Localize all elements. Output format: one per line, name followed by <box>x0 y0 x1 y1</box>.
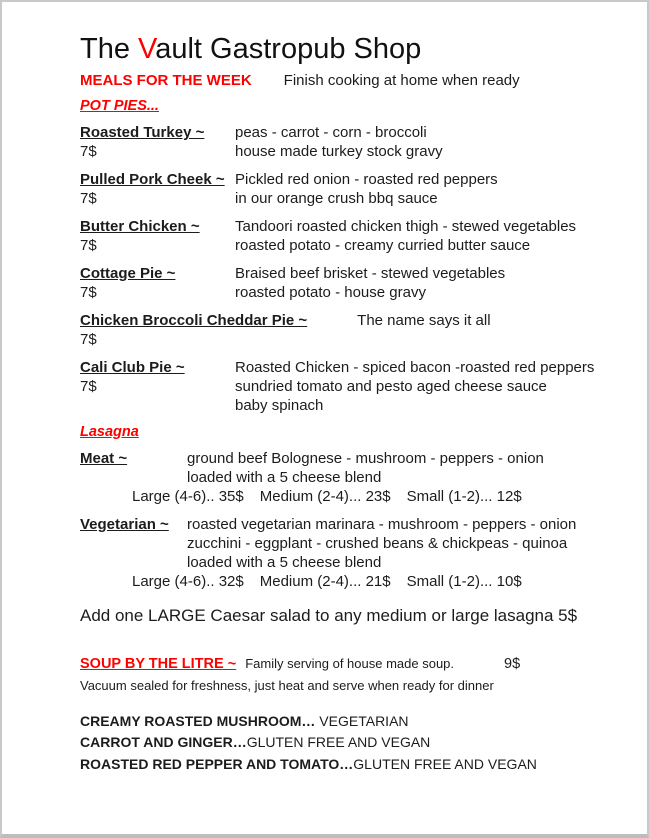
item-desc-line: roasted vegetarian marinara - mushroom - peppers - onion <box>187 515 577 533</box>
item-desc-line: Roasted Chicken - spiced bacon -roasted red peppers <box>235 358 595 376</box>
lasagna-sizes-prices <box>132 487 621 506</box>
item-desc-line: Tandoori roasted chicken thigh - stewed vegetables <box>235 217 577 235</box>
item-price: 7$ <box>80 142 97 160</box>
size-price-small: Small (1-2)... 10$ <box>406 572 522 590</box>
item-desc-line: peas - carrot - corn - broccoli <box>235 123 427 141</box>
page-title <box>80 34 621 66</box>
item-name-price <box>80 217 235 255</box>
soup-tagline: Family serving of house made soup. <box>245 655 455 671</box>
item-desc-line: baby spinach <box>235 396 324 414</box>
item-name-price <box>80 358 235 415</box>
soup-variety-name: CARROT AND GINGER… <box>80 734 247 751</box>
item-name: Butter Chicken ~ <box>80 217 200 235</box>
item-description <box>235 264 505 302</box>
lasagna-item-row <box>80 449 621 487</box>
menu-item-roasted-turkey <box>80 123 621 161</box>
item-name: Pulled Pork Cheek ~ <box>80 170 225 188</box>
item-desc-line: Pickled red onion - roasted red peppers <box>235 170 498 188</box>
lasagna-heading: Lasagna <box>80 423 139 440</box>
soup-variety-diet-label: VEGETARIAN <box>315 712 409 729</box>
menu-item-pulled-pork-cheek <box>80 170 621 208</box>
item-price: 7$ <box>80 189 97 207</box>
menu-item-butter-chicken <box>80 217 621 255</box>
item-description <box>235 123 443 161</box>
size-price-large: Large (4-6).. 32$ <box>132 572 244 590</box>
size-price-medium: Medium (2-4)... 23$ <box>259 487 391 505</box>
menu-page <box>2 2 647 775</box>
menu-item-vegetarian-lasagna <box>80 515 621 591</box>
size-price-medium: Medium (2-4)... 21$ <box>259 572 391 590</box>
item-name: Meat ~ <box>80 449 128 467</box>
soup-variety-name: ROASTED RED PEPPER AND TOMATO… <box>80 755 354 772</box>
item-desc-line: in our orange crush bbq sauce <box>235 189 438 207</box>
item-desc-line: sundried tomato and pesto aged cheese sauce <box>235 377 547 395</box>
soup-price: 9$ <box>504 655 521 672</box>
soup-variety-roasted-red-pepper-tomato <box>80 754 621 776</box>
item-name: Cali Club Pie ~ <box>80 358 185 376</box>
size-price-small: Small (1-2)... 12$ <box>406 487 522 505</box>
item-name-price <box>80 311 307 349</box>
item-description <box>187 515 576 572</box>
meals-for-week-label: MEALS FOR THE WEEK <box>80 71 252 89</box>
item-desc-line: The name says it all <box>357 311 491 329</box>
item-desc-line: zucchini - eggplant - crushed beans & chickpeas - quinoa <box>187 534 568 552</box>
item-description <box>235 217 576 255</box>
item-desc-line: loaded with a 5 cheese blend <box>187 553 382 571</box>
soup-header-row <box>80 656 621 672</box>
item-description <box>235 358 594 415</box>
item-price: 7$ <box>80 377 97 395</box>
menu-item-chicken-broccoli-cheddar-pie <box>80 311 621 349</box>
item-price: 7$ <box>80 236 97 254</box>
item-description <box>187 449 544 487</box>
item-name: Chicken Broccoli Cheddar Pie ~ <box>80 311 308 329</box>
soup-varieties-list <box>80 711 621 776</box>
soup-vacuum-sealed-note: Vacuum sealed for freshness, just heat and serve when ready for dinner <box>80 677 494 693</box>
item-name: Cottage Pie ~ <box>80 264 176 282</box>
item-name-price <box>80 123 235 161</box>
item-desc-line: roasted potato - creamy curried butter sauce <box>235 236 531 254</box>
menu-item-cottage-pie <box>80 264 621 302</box>
title-rest: ault Gastropub Shop <box>155 33 422 65</box>
menu-item-cali-club-pie <box>80 358 621 415</box>
item-desc-line: house made turkey stock gravy <box>235 142 443 160</box>
item-price: 7$ <box>80 330 97 348</box>
lasagna-item-row <box>80 515 621 572</box>
item-desc-line: ground beef Bolognese - mushroom - peppers - onion <box>187 449 544 467</box>
soup-variety-carrot-and-ginger <box>80 732 621 754</box>
caesar-salad-addon-note: Add one LARGE Caesar salad to any medium or large lasagna 5$ <box>80 605 578 625</box>
title-prefix: The <box>80 33 139 65</box>
pot-pies-heading: POT PIES... <box>80 97 159 114</box>
header-row <box>80 72 621 89</box>
item-name: Roasted Turkey ~ <box>80 123 205 141</box>
soup-variety-diet-label: GLUTEN FREE AND VEGAN <box>353 755 537 772</box>
title-accent-letter: V <box>138 33 156 65</box>
menu-item-meat-lasagna <box>80 449 621 506</box>
item-price: 7$ <box>80 283 97 301</box>
item-desc-line: Braised beef brisket - stewed vegetables <box>235 264 506 282</box>
size-price-large: Large (4-6).. 35$ <box>132 487 244 505</box>
item-description <box>357 311 490 349</box>
item-name-price <box>80 264 235 302</box>
item-name-price <box>80 170 235 208</box>
item-desc-line: loaded with a 5 cheese blend <box>187 468 382 486</box>
soup-by-the-litre-heading: SOUP BY THE LITRE ~ <box>80 655 237 672</box>
finish-cooking-note: Finish cooking at home when ready <box>283 71 520 89</box>
lasagna-sizes-prices <box>132 572 621 591</box>
soup-variety-name: CREAMY ROASTED MUSHROOM… <box>80 712 316 729</box>
item-desc-line: roasted potato - house gravy <box>235 283 426 301</box>
soup-variety-creamy-roasted-mushroom <box>80 711 621 733</box>
soup-variety-diet-label: GLUTEN FREE AND VEGAN <box>246 734 431 751</box>
item-description <box>235 170 498 208</box>
item-name: Vegetarian ~ <box>80 515 169 533</box>
